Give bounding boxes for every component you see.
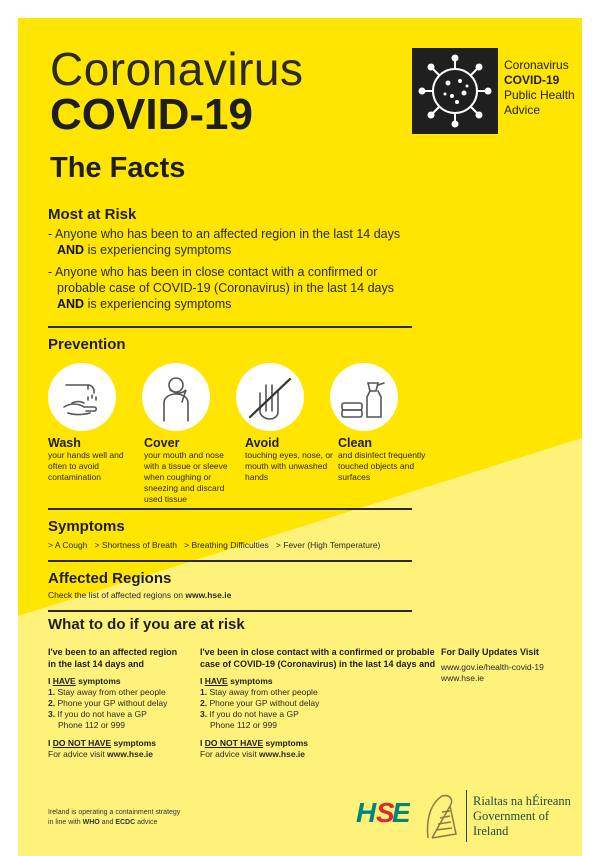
footer-line-1: Ireland is operating a containment strategy — [48, 809, 181, 816]
col1-have-prefix: I — [48, 676, 53, 686]
col2-step: 2. Phone your GP without delay — [200, 698, 320, 708]
col2-step-phone: Phone 112 or 999 — [210, 720, 277, 730]
footer-suffix: advice — [135, 819, 158, 826]
col1-step-text: If you do not have a GP — [57, 709, 147, 719]
logo-line-2: COVID-19 — [504, 73, 560, 87]
col2-not-word: DO NOT HAVE — [204, 738, 264, 748]
col1-advice-text: For advice visit — [48, 749, 108, 759]
prevention-wash — [48, 436, 140, 483]
prevention-clean-title: Clean — [338, 436, 373, 450]
col2-have-word: HAVE — [204, 676, 228, 686]
col2-advice-text: For advice visit — [200, 749, 260, 759]
svg-text:S: S — [376, 797, 395, 828]
symptom-item: Shortness of Breath — [101, 540, 178, 550]
col2-step-text: If you do not have a GP — [209, 709, 299, 719]
footer-and: and — [99, 819, 116, 826]
virus-icon — [412, 48, 498, 134]
prevention-wash-title: Wash — [48, 436, 81, 450]
symptom-item: Fever (High Temperature) — [283, 540, 381, 550]
divider — [48, 560, 412, 562]
col1-head-line-1: I've been to an affected region — [48, 647, 178, 657]
hse-logo — [354, 788, 410, 836]
footer-ecdc: ECDC — [115, 819, 136, 826]
col1-step: 1. Stay away from other people — [48, 687, 166, 697]
affected-regions-copy: Check the list of affected regions on — [48, 590, 186, 600]
title-covid19: COVID-19 — [50, 90, 253, 139]
prevention-avoid — [245, 436, 337, 483]
logo-line-3: Public Health — [504, 88, 575, 102]
col2-advice — [200, 749, 440, 760]
affected-regions-link[interactable]: www.hse.ie — [185, 590, 232, 600]
col1-step-phone: Phone 112 or 999 — [58, 720, 125, 730]
footer-note — [48, 808, 228, 828]
at-risk-column-1 — [48, 646, 198, 760]
divider — [48, 326, 412, 328]
col1-step: 3. If you do not have a GP — [48, 709, 147, 719]
risk-item-1-rest: is experiencing symptoms — [84, 243, 232, 257]
col2-step-text: Stay away from other people — [209, 687, 318, 697]
risk-item-1 — [48, 226, 408, 258]
col2-head-line-1: I've been in close contact with a confirmed or probable — [200, 647, 435, 657]
prevention-cover — [144, 436, 236, 505]
symptom-item: A Cough — [54, 540, 88, 550]
col1-have-symptoms — [48, 676, 198, 687]
harp-emblem — [420, 790, 460, 844]
logo-line-1: Coronavirus — [504, 58, 569, 72]
divider — [48, 508, 412, 510]
most-at-risk-heading: Most at Risk — [48, 206, 137, 223]
col1-step-text: Stay away from other people — [57, 687, 166, 697]
col2-not-suffix: symptoms — [263, 738, 309, 748]
the-facts-heading: The Facts — [50, 152, 186, 184]
col1-have-word: HAVE — [52, 676, 76, 686]
gov-line-2: Government of Ireland — [473, 809, 550, 838]
government-of-ireland-logo — [473, 794, 582, 839]
col2-not-have-symptoms — [200, 738, 440, 749]
gov-line-1: Rialtas na hÉireann — [473, 794, 571, 808]
risk-item-2-line-3 — [48, 296, 408, 312]
col2-have-prefix: I — [200, 676, 205, 686]
col1-step-text: Phone your GP without delay — [57, 698, 168, 708]
at-risk-column-2 — [200, 646, 440, 760]
col1-not-suffix: symptoms — [111, 738, 157, 748]
risk-item-1-line-1: - Anyone who has been to an affected region in the last 14 days — [48, 227, 401, 241]
risk-item-2-line-1: - Anyone who has been in close contact with a confirmed or — [48, 265, 378, 279]
col1-not-prefix: I — [48, 738, 53, 748]
daily-updates-link-gov[interactable]: www.gov.ie/health-covid-19 — [441, 662, 544, 672]
col2-step: 3. If you do not have a GP — [200, 709, 299, 719]
footer-prefix: in line with — [48, 819, 83, 826]
daily-updates-link-hse[interactable]: www.hse.ie — [441, 673, 484, 683]
risk-item-2 — [48, 264, 408, 312]
prevention-heading: Prevention — [48, 336, 126, 353]
footer-line-2 — [48, 818, 228, 828]
risk-item-2-line-2: probable case of COVID-19 (Coronavirus) in the last 14 days — [57, 281, 394, 295]
spray-bottle-icon — [330, 363, 398, 431]
logo-divider — [466, 790, 467, 842]
risk-item-2-rest: is experiencing symptoms — [84, 297, 232, 311]
risk-item-1-line-2 — [48, 242, 408, 258]
no-touch-icon — [236, 363, 304, 431]
footer-who: WHO — [82, 819, 100, 826]
risk-item-1-and: AND — [57, 243, 85, 257]
affected-regions-heading: Affected Regions — [48, 570, 172, 587]
col1-step: 2. Phone your GP without delay — [48, 698, 168, 708]
svg-text:E: E — [392, 797, 410, 828]
daily-updates — [441, 646, 576, 684]
col1-not-have-symptoms — [48, 738, 198, 749]
logo-line-4: Advice — [504, 103, 541, 117]
col2-have-suffix: symptoms — [227, 676, 273, 686]
symptoms-list: > A Cough > Shortness of Breath > Breathing Difficulties > Fever (High Temperature) — [48, 540, 381, 550]
poster — [18, 18, 582, 856]
col1-not-word: DO NOT HAVE — [52, 738, 112, 748]
prevention-avoid-text: touching eyes, nose, or mouth with unwashed hands — [245, 450, 333, 482]
prevention-cover-text: your mouth and nose with a tissue or sleeve when coughing or sneezing and discard used tissue — [144, 450, 228, 504]
col1-head-line-2: in the last 14 days and — [48, 659, 145, 669]
affected-regions-text — [48, 590, 231, 601]
col2-advice-link[interactable]: www.hse.ie — [259, 749, 306, 759]
symptom-item: Breathing Difficulties — [191, 540, 269, 550]
title-coronavirus: Coronavirus — [50, 43, 304, 95]
hand-wash-icon — [48, 363, 116, 431]
col1-have-suffix: symptoms — [75, 676, 121, 686]
cough-cover-icon — [142, 363, 210, 431]
col2-not-prefix: I — [200, 738, 205, 748]
col1-advice-link[interactable]: www.hse.ie — [107, 749, 154, 759]
symptoms-heading: Symptoms — [48, 518, 125, 535]
col2-head-line-2: case of COVID-19 (Coronavirus) in the last 14 days and — [200, 659, 436, 669]
col1-advice — [48, 749, 198, 760]
svg-text:H: H — [356, 797, 377, 828]
col2-have-symptoms — [200, 676, 440, 687]
daily-updates-heading: For Daily Updates Visit — [441, 647, 539, 657]
prevention-clean-text: and disinfect frequently touched objects and surfaces — [338, 450, 426, 482]
divider — [48, 610, 412, 612]
risk-item-2-and: AND — [57, 297, 85, 311]
col2-step-text: Phone your GP without delay — [209, 698, 320, 708]
at-risk-heading: What to do if you are at risk — [48, 616, 245, 633]
logo-text — [504, 58, 575, 118]
prevention-clean — [338, 436, 430, 483]
col2-step: 1. Stay away from other people — [200, 687, 318, 697]
prevention-avoid-title: Avoid — [245, 436, 280, 450]
prevention-cover-title: Cover — [144, 436, 180, 450]
prevention-wash-text: your hands well and often to avoid contamination — [48, 450, 124, 482]
